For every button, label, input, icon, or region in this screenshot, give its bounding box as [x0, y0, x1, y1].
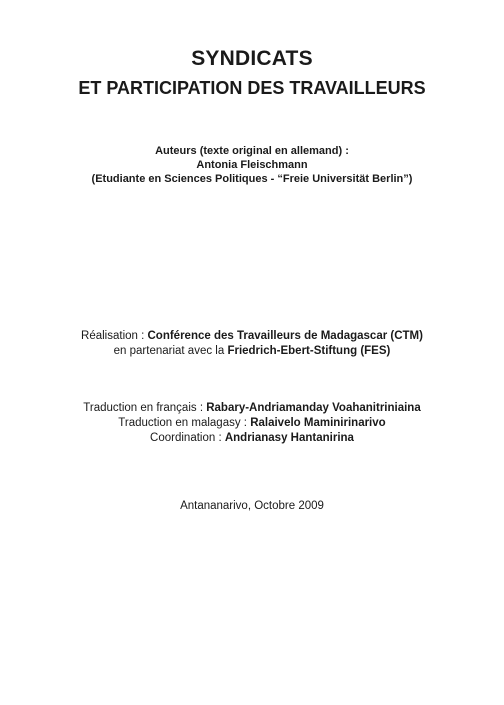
partner-line	[0, 345, 504, 357]
credit-label: Coordination :	[150, 432, 225, 444]
title-line-1: SYNDICATS	[191, 47, 313, 70]
credit-label: Traduction en français :	[83, 402, 207, 414]
credit-value: Rabary-Andriamanday Voahanitriniaina	[206, 402, 421, 414]
credit-value: Ralaivelo Maminirinarivo	[250, 417, 386, 429]
title-line-2: ET PARTICIPATION DES TRAVAILLEURS	[78, 78, 426, 98]
realisation-label: Réalisation :	[81, 330, 148, 342]
partner-label: en partenariat avec la	[113, 345, 228, 357]
realisation-line	[0, 330, 504, 342]
partner-value: Friedrich-Ebert-Stiftung (FES)	[227, 345, 391, 357]
credit-coordination	[0, 432, 504, 444]
credit-label: Traduction en malagasy :	[118, 417, 251, 429]
authors-heading: Auteurs (texte original en allemand) :	[155, 145, 349, 157]
place-date: Antananarivo, Octobre 2009	[180, 500, 324, 512]
credit-value: Andrianasy Hantanirina	[224, 432, 354, 444]
author-name: Antonia Fleischmann	[196, 159, 308, 171]
author-affiliation: (Etudiante en Sciences Politiques - “Freie Universität Berlin”)	[91, 173, 413, 185]
credit-malagasy-translation	[0, 417, 504, 429]
credit-french-translation	[0, 402, 504, 414]
realisation-value: Conférence des Travailleurs de Madagascar (CTM)	[147, 330, 423, 342]
